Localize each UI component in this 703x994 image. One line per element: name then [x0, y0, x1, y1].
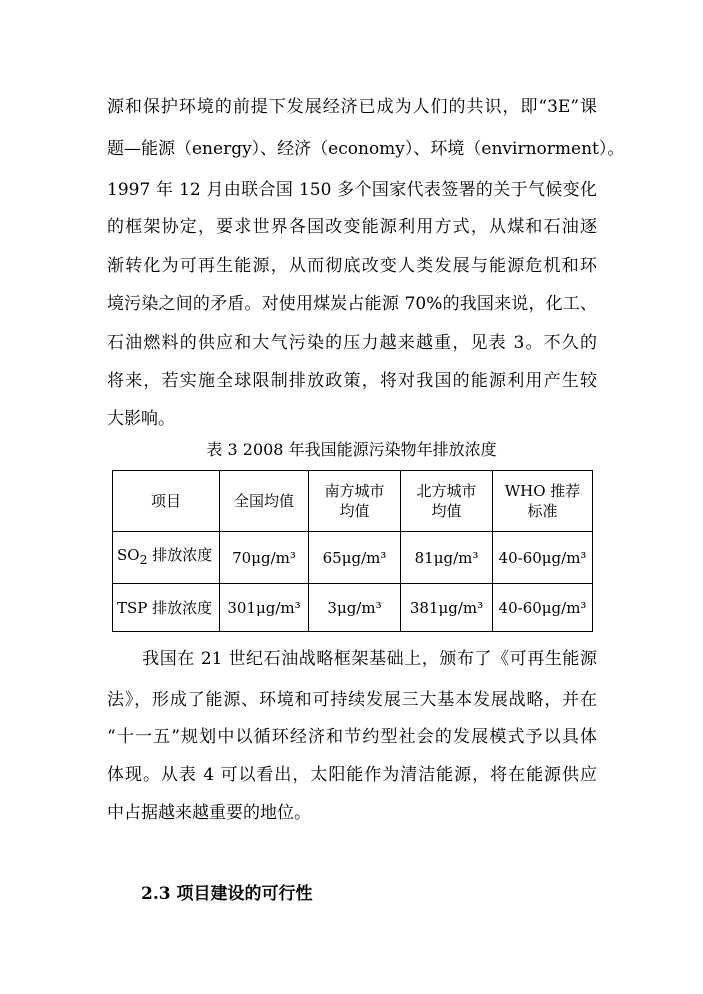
- header-item: 项目: [113, 471, 220, 532]
- paragraph-line: 渐转化为可再生能源，从而彻底改变人类发展与能源危机和环: [107, 256, 597, 276]
- cell-value: 65μg/m³: [309, 532, 401, 584]
- paragraph-line: 体现。从表 4 可以看出，太阳能作为清洁能源，将在能源供应: [107, 765, 597, 785]
- paragraph-line: 源和保护环境的前提下发展经济已成为人们的共识，即“3E”课: [107, 97, 597, 117]
- cell-value: 40-60μg/m³: [493, 532, 593, 584]
- paragraph-line: 石油燃料的供应和大气污染的压力越来越重，见表 3。不久的: [107, 333, 597, 353]
- header-south: 南方城市 均值: [309, 471, 401, 532]
- paragraph-line: 题—能源（energy）、经济（economy）、环境（envirnorment）。: [107, 139, 625, 159]
- paragraph-line: 中占据越来越重要的地位。: [107, 803, 311, 823]
- cell-value: 70μg/m³: [220, 532, 309, 584]
- paragraph-line: 我国在 21 世纪石油战略框架基础上，颁布了《可再生能源: [107, 649, 597, 669]
- header-who: WHO 推荐 标准: [493, 471, 593, 532]
- table-caption: 表 3 2008 年我国能源污染物年排放浓度: [206, 440, 497, 459]
- emission-table: [112, 470, 593, 632]
- paragraph-line: 的框架协定，要求世界各国改变能源利用方式，从煤和石油逐: [107, 217, 597, 237]
- row-item-tsp: TSP 排放浓度: [113, 584, 220, 632]
- paragraph-line: 大影响。: [107, 409, 175, 429]
- table-header-row: [113, 471, 593, 532]
- cell-value: 81μg/m³: [401, 532, 493, 584]
- paragraph-line: 1997 年 12 月由联合国 150 多个国家代表签署的关于气候变化: [107, 180, 597, 200]
- cell-value: 3μg/m³: [309, 584, 401, 632]
- table-row: [113, 532, 593, 584]
- row-item-so2: $SO_2$ 排放浓度: [113, 532, 220, 584]
- cell-value: 381μg/m³: [401, 584, 493, 632]
- cell-value: 40-60μg/m³: [493, 584, 593, 632]
- section-heading: 2.3 项目建设的可行性: [141, 884, 313, 904]
- paragraph-line: 法》，形成了能源、环境和可持续发展三大基本发展战略，并在: [107, 690, 597, 710]
- paragraph-line: “十一五”规划中以循环经济和节约型社会的发展模式予以具体: [107, 727, 597, 747]
- header-north: 北方城市 均值: [401, 471, 493, 532]
- cell-value: 301μg/m³: [220, 584, 309, 632]
- header-national: 全国均值: [220, 471, 309, 532]
- paragraph-line: 境污染之间的矛盾。对使用煤炭占能源 70%的我国来说，化工、: [107, 294, 597, 314]
- paragraph-line: 将来，若实施全球限制排放政策，将对我国的能源利用产生较: [107, 371, 597, 391]
- table-row: [113, 584, 593, 632]
